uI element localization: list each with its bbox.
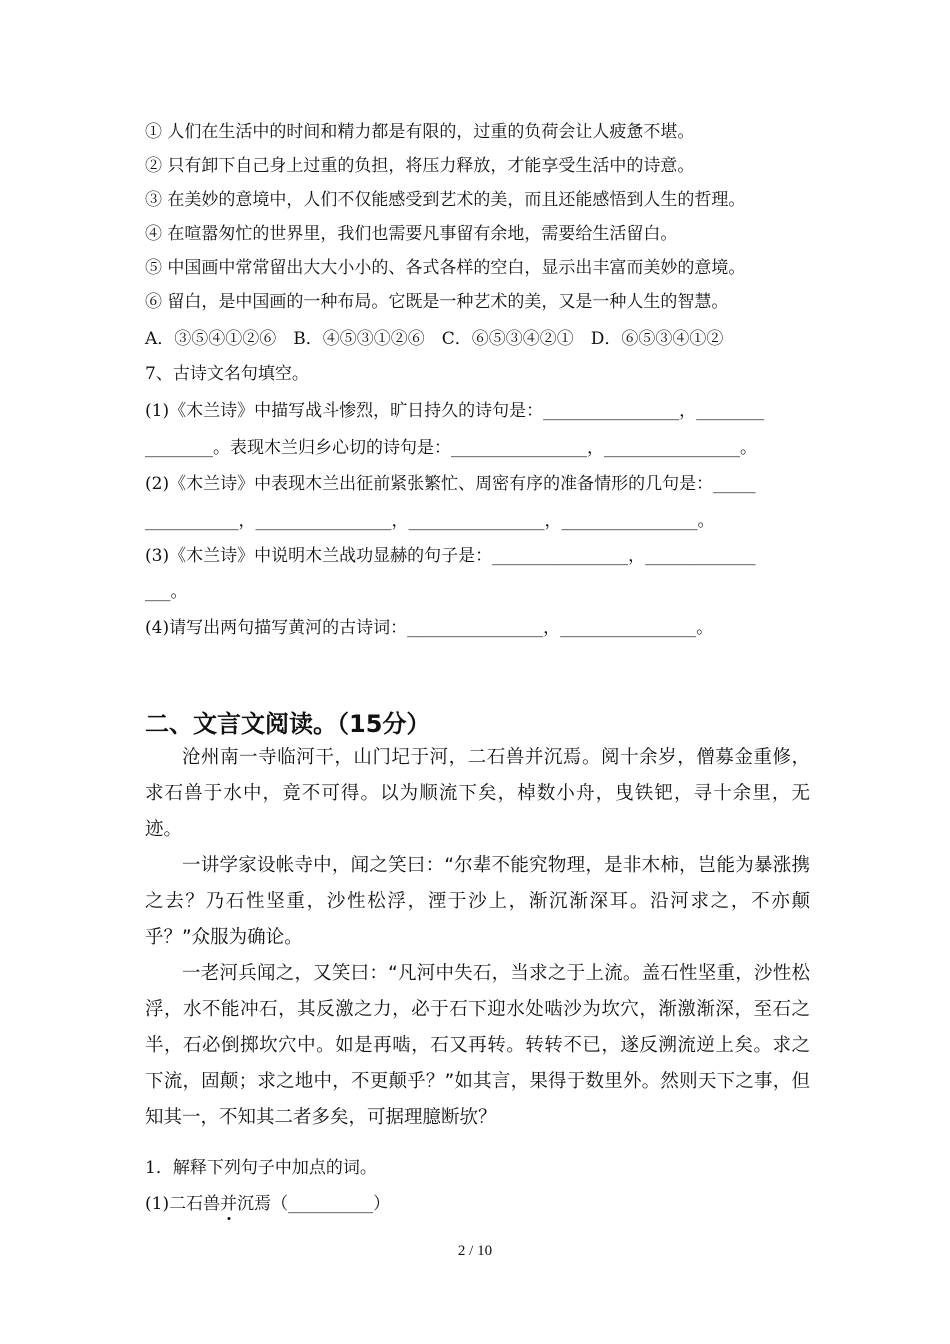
sentence-3: ③ 在美妙的意境中，人们不仅能感受到艺术的美，而且还能感悟到人生的哲理。 — [145, 190, 746, 210]
answer-options: A．③⑤④①②⑥ B．④⑤③①②⑥ C．⑥⑤③④②① D．⑥⑤③④①② — [145, 329, 724, 349]
q1-item — [145, 1192, 390, 1216]
q7-line: (2)《木兰诗》中表现木兰出征前紧张繁忙、周密有序的准备情形的几句是：_____ — [145, 474, 756, 494]
passage-paragraph: 一老河兵闻之，又笑曰：“凡河中失石，当求之于上流。盖石性坚重，沙性松浮，水不能冲石，其反激之力，必于石下迎水处啮沙为坎穴，渐激渐深，至石之半，石必倒掷坎穴中。如是再啮，石又再转。转转不已，遂反溯流逆上矣。求之下流，固颠；求之地中，不更颠乎？”如其言，果得于数里外。然则天下之事，但知其一，不知其二者多矣，可据理臆断欤？ — [145, 963, 810, 1128]
section-heading: 二、文言文阅读。（15分） — [145, 710, 431, 738]
sentence-2: ② 只有卸下自己身上过重的负担，将压力释放，才能享受生活中的诗意。 — [145, 156, 695, 176]
q7-title: 7、古诗文名句填空。 — [145, 364, 309, 384]
sentence-6: ⑥ 留白，是中国画的一种布局。它既是一种艺术的美，又是一种人生的智慧。 — [145, 292, 729, 312]
sentence-5: ⑤ 中国画中常常留出大大小小的、各式各样的空白，显示出丰富而美妙的意境。 — [145, 258, 746, 278]
q7-line: ________。表现木兰归乡心切的诗句是：________________，________________。 — [145, 438, 757, 458]
sentence-1: ① 人们在生活中的时间和精力都是有限的，过重的负荷会让人疲惫不堪。 — [145, 122, 695, 142]
dotted-word: 并 — [220, 1194, 238, 1214]
q1-item-prefix: (1)二石兽 — [145, 1194, 221, 1214]
page-number: 2 / 10 — [457, 1243, 493, 1259]
passage-paragraph: 一讲学家设帐寺中，闻之笑曰：“尔辈不能究物理，是非木柿，岂能为暴涨携之去？乃石性坚重，沙性松浮，湮于沙上，渐沉渐深耳。沿河求之，不亦颠乎？”众服为确论。 — [145, 855, 810, 948]
q7-line: (1)《木兰诗》中描写战斗惨烈，旷日持久的诗句是：________________，________ — [145, 401, 765, 421]
q1-title: 1．解释下列句子中加点的词。 — [145, 1158, 377, 1178]
classical-passage — [145, 740, 810, 1136]
q7-line: (3)《木兰诗》中说明木兰战功显赫的句子是：________________，_____________ — [145, 546, 756, 566]
q7-line: ___________，________________，________________，________________。 — [145, 511, 715, 531]
q7-line: (4)请写出两句描写黄河的古诗词：________________，________________。 — [145, 618, 714, 638]
passage-paragraph: 沧州南一寺临河干，山门圮于河，二石兽并沉焉。阅十余岁，僧募金重修，求石兽于水中，竟不可得。以为顺流下矣，棹数小舟，曳铁钯，寻十余里，无迹。 — [145, 747, 810, 840]
q7-line: ___。 — [145, 582, 188, 602]
sentence-4: ④ 在喧嚣匆忙的世界里，我们也需要凡事留有余地，需要给生活留白。 — [145, 224, 678, 244]
q1-item-suffix: 沉焉（__________） — [237, 1194, 391, 1214]
